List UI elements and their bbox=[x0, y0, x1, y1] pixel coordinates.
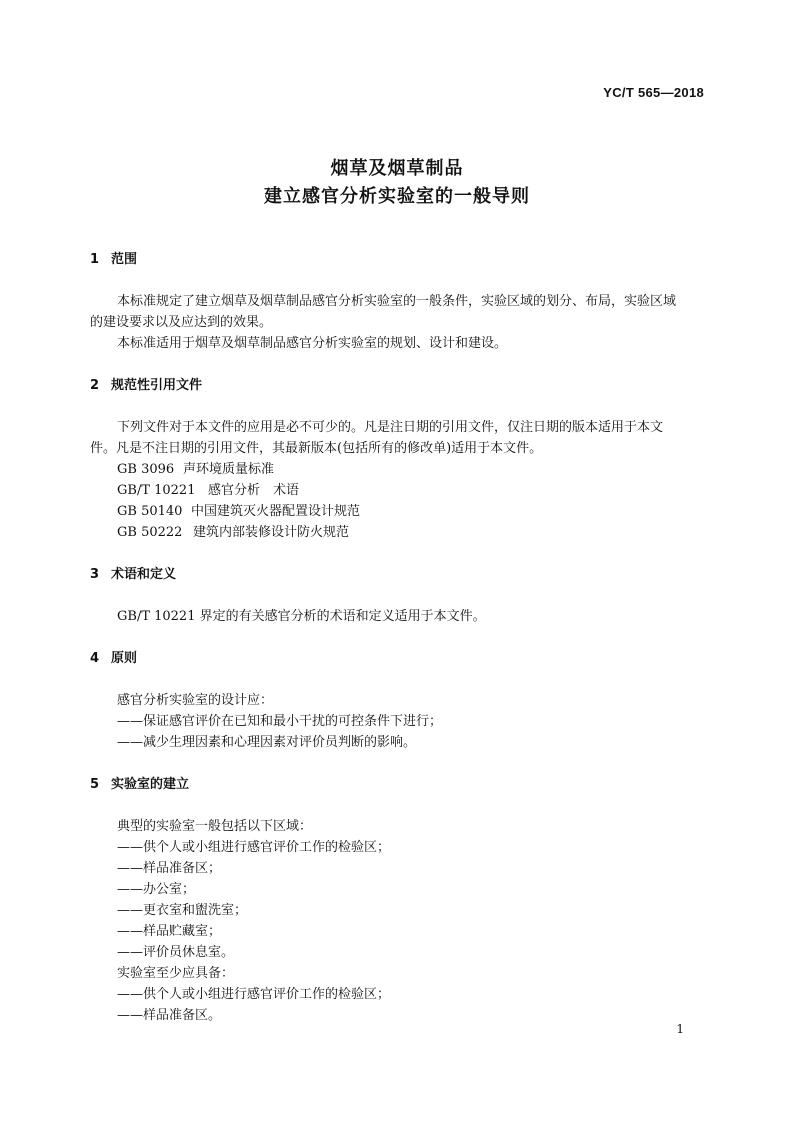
reference-title: 建筑内部装修设计防火规范 bbox=[193, 525, 350, 540]
section-heading-normative-references bbox=[90, 374, 202, 393]
reference-item bbox=[117, 521, 349, 540]
section-heading-principles bbox=[90, 647, 137, 666]
paragraph-line: 本标准规定了建立烟草及烟草制品感官分析实验室的一般条件，实验区域的划分、布局，实验区域 bbox=[117, 294, 677, 309]
reference-code: GB/T 10221 bbox=[117, 483, 196, 498]
section-heading-laboratory-setup bbox=[90, 773, 189, 792]
page-number: 1 bbox=[676, 1022, 684, 1036]
document-title-line2: 建立感官分析实验室的一般导则 bbox=[264, 186, 530, 207]
section-heading-terms-and-definitions bbox=[90, 563, 176, 582]
reference-title: 声环境质量标准 bbox=[183, 462, 275, 477]
section-title: 范围 bbox=[111, 252, 138, 267]
section-number: 3 bbox=[90, 567, 100, 582]
section-number: 2 bbox=[90, 378, 100, 393]
list-item: ——办公室； bbox=[117, 882, 196, 897]
section-number: 1 bbox=[90, 252, 100, 267]
section-heading-scope bbox=[90, 248, 137, 267]
reference-code: GB 3096 bbox=[117, 462, 175, 477]
section-title: 原则 bbox=[111, 651, 138, 666]
reference-code: GB 50222 bbox=[117, 525, 183, 540]
section-number: 5 bbox=[90, 777, 100, 792]
list-item: ——更衣室和盥洗室； bbox=[117, 903, 248, 918]
reference-title: 中国建筑灭火器配置设计规范 bbox=[191, 504, 361, 519]
paragraph-line: 感官分析实验室的设计应： bbox=[117, 693, 274, 708]
reference-item bbox=[117, 479, 299, 498]
list-item: ——减少生理因素和心理因素对评价员判断的影响。 bbox=[117, 735, 417, 750]
list-item: ——供个人或小组进行感官评价工作的检验区； bbox=[117, 840, 391, 855]
reference-item bbox=[117, 458, 274, 477]
paragraph-line: 本标准适用于烟草及烟草制品感官分析实验室的规划、设计和建设。 bbox=[117, 336, 508, 351]
document-title-line1: 烟草及烟草制品 bbox=[330, 158, 464, 179]
paragraph-line: 件。凡是不注日期的引用文件，其最新版本(包括所有的修改单)适用于本文件。 bbox=[90, 441, 543, 456]
standard-code: YC/T 565—2018 bbox=[603, 85, 704, 100]
paragraph-line: 实验室至少应具备： bbox=[117, 966, 235, 981]
paragraph-line: 典型的实验室一般包括以下区域： bbox=[117, 819, 313, 834]
list-item: ——保证感官评价在已知和最小干扰的可控条件下进行； bbox=[117, 714, 443, 729]
reference-item bbox=[117, 500, 360, 519]
paragraph-line: 的建设要求以及应达到的效果。 bbox=[90, 315, 273, 330]
list-item: ——样品准备区。 bbox=[117, 1008, 222, 1023]
reference-code: GB 50140 bbox=[117, 504, 183, 519]
list-item: ——评价员休息室。 bbox=[117, 945, 235, 960]
paragraph-line: 下列文件对于本文件的应用是必不可少的。凡是注日期的引用文件，仅注日期的版本适用于本文 bbox=[117, 420, 664, 435]
list-item: ——样品准备区； bbox=[117, 861, 222, 876]
section-number: 4 bbox=[90, 651, 100, 666]
section-title: 术语和定义 bbox=[111, 567, 177, 582]
paragraph-line: GB/T 10221 界定的有关感官分析的术语和定义适用于本文件。 bbox=[117, 609, 486, 624]
section-title: 规范性引用文件 bbox=[111, 378, 203, 393]
reference-title: 感官分析 术语 bbox=[208, 483, 300, 498]
list-item: ——样品贮藏室； bbox=[117, 924, 222, 939]
list-item: ——供个人或小组进行感官评价工作的检验区； bbox=[117, 987, 391, 1002]
section-title: 实验室的建立 bbox=[111, 777, 190, 792]
